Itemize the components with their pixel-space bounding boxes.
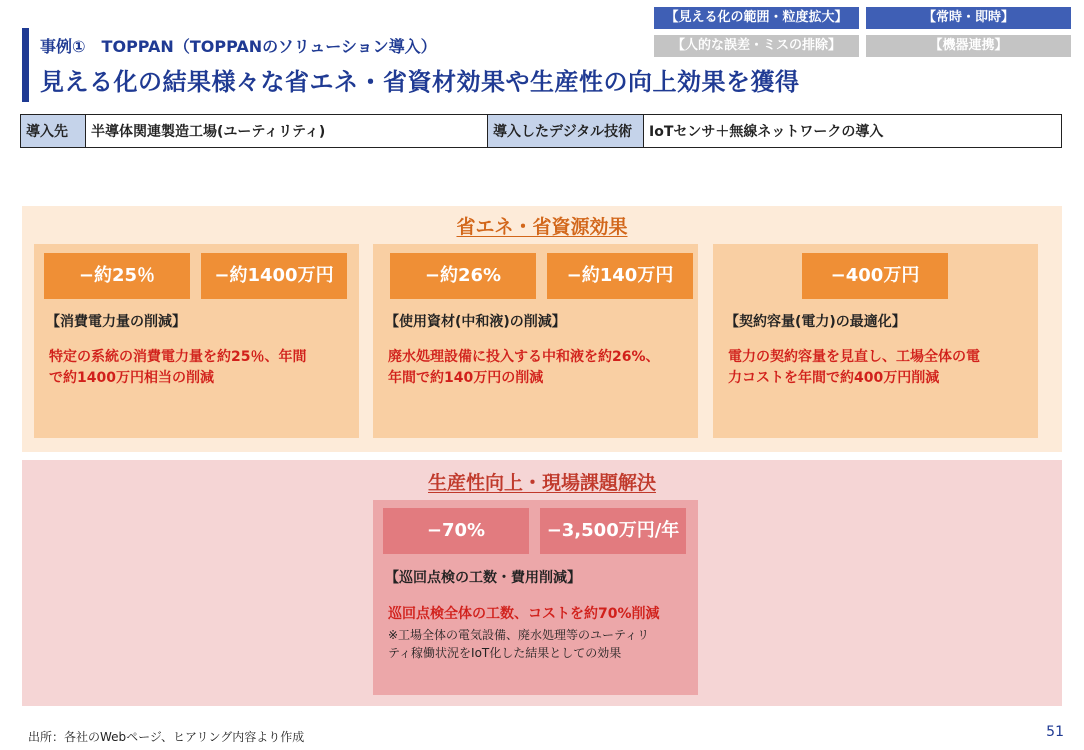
page-number: 51 — [1046, 724, 1064, 740]
card-heading: 【契約容量(電力)の最適化】 — [725, 314, 906, 330]
tag-visibility-scope: 【見える化の範囲・粒度拡大】 — [654, 7, 859, 29]
section-title-productivity: 生産性向上・現場課題解決 — [427, 472, 656, 494]
card-material-reduction — [373, 244, 698, 438]
info-key-destination: 導入先 — [21, 115, 85, 147]
section-energy-savings — [22, 206, 1062, 452]
info-table — [20, 114, 1062, 148]
card-description: 電力の契約容量を見直し、工場全体の電 力コストを年間で約400万円削減 — [728, 349, 980, 386]
section-title-energy: 省エネ・省資源効果 — [456, 216, 628, 238]
info-value-technology: IoTセンサ＋無線ネットワークの導入 — [643, 115, 1061, 147]
page-title: 見える化の結果様々な省エネ・省資材効果や生産性の向上効果を獲得 — [40, 68, 800, 96]
tag-human-error: 【人的な誤差・ミスの排除】 — [654, 35, 859, 57]
title-accent-bar — [22, 28, 29, 102]
card-heading: 【巡回点検の工数・費用削減】 — [385, 570, 581, 586]
card-description: 廃水処理設備に投入する中和液を約26%、 年間で約140万円の削減 — [388, 349, 660, 386]
metric-badge: −約1400万円 — [201, 253, 347, 299]
case-label: 事例① TOPPAN（TOPPANのソリューション導入） — [40, 37, 437, 56]
metric-badge: −400万円 — [802, 253, 948, 299]
metric-badge: −約26% — [390, 253, 536, 299]
metric-badge: −約25％ — [44, 253, 190, 299]
card-heading: 【使用資材(中和液)の削減】 — [385, 314, 566, 330]
section-productivity — [22, 460, 1062, 706]
tag-device-link: 【機器連携】 — [866, 35, 1071, 57]
card-description: 特定の系統の消費電力量を約25％、年間 で約1400万円相当の削減 — [49, 349, 307, 386]
info-value-destination: 半導体関連製造工場(ユーティリティ) — [85, 115, 487, 147]
card-inspection-reduction — [373, 500, 698, 695]
card-note: ※工場全体の電気設備、廃水処理等のユーティリ ティ稼働状況をIoT化した結果としての効果 — [388, 628, 650, 660]
tag-realtime: 【常時・即時】 — [866, 7, 1071, 29]
card-description: 巡回点検全体の工数、コストを約70%削減 — [388, 606, 660, 622]
info-key-technology: 導入したデジタル技術 — [487, 115, 643, 147]
metric-badge: −70% — [383, 508, 529, 554]
card-heading: 【消費電力量の削減】 — [46, 314, 186, 330]
metric-badge: −3,500万円/年 — [540, 508, 686, 554]
source-note: 出所：各社のWebページ、ヒアリング内容より作成 — [28, 730, 305, 744]
metric-badge: −約140万円 — [547, 253, 693, 299]
card-contract-optimization — [713, 244, 1038, 438]
card-power-reduction — [34, 244, 359, 438]
